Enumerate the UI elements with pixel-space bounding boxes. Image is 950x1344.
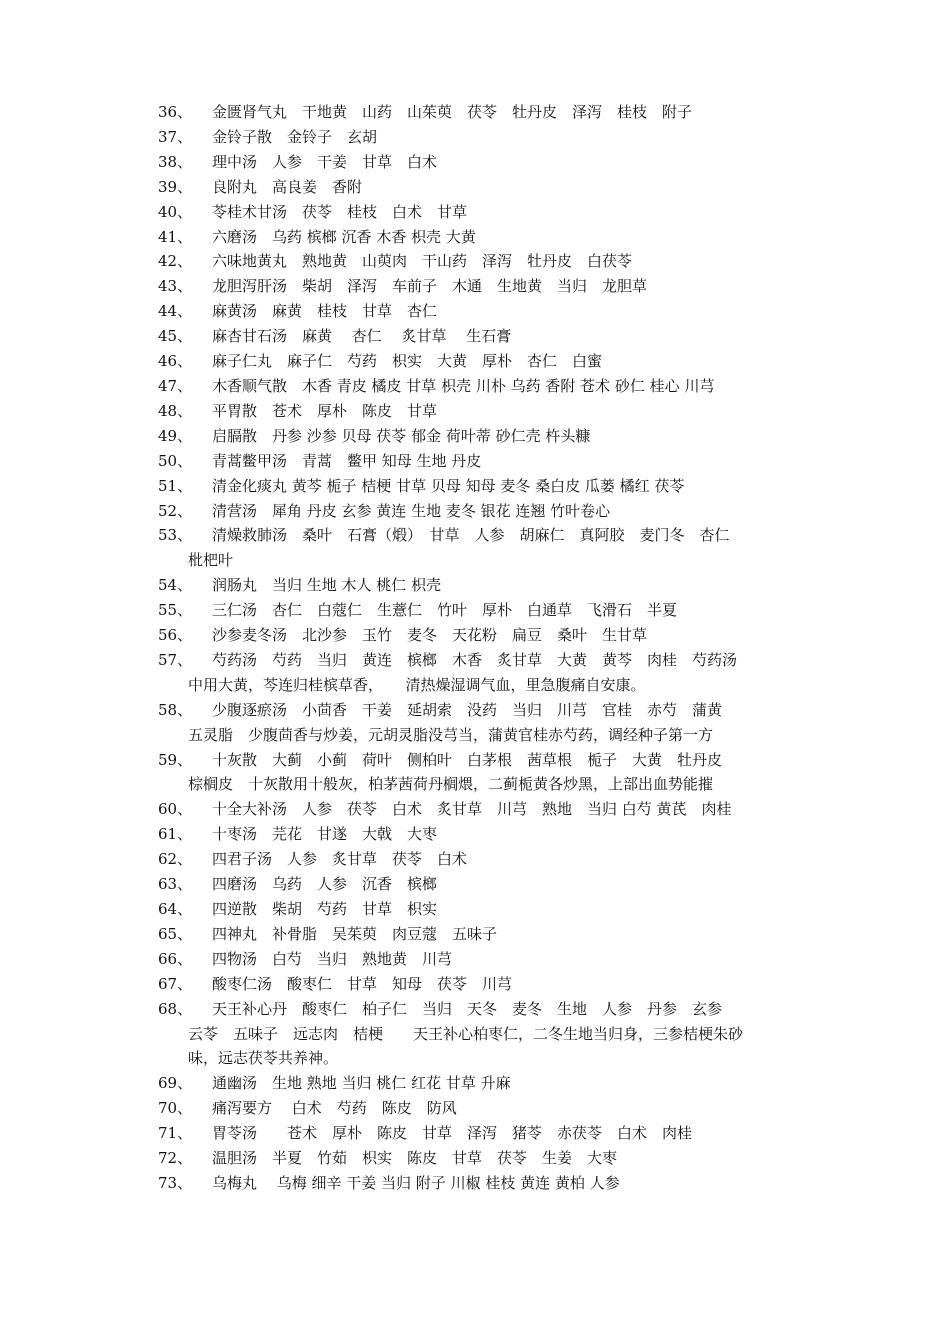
entry-text <box>212 1146 818 1171</box>
entry-number: 45、 <box>158 327 193 346</box>
entry-line: 六味地黄丸 熟地黄 山萸肉 干山药 泽泻 牡丹皮 白茯苓 <box>212 252 633 271</box>
entry-line: 苓桂术甘汤 茯苓 桂枝 白术 甘草 <box>212 202 468 221</box>
entry-text <box>212 822 818 847</box>
entry-text <box>212 922 818 947</box>
formula-entry <box>158 1171 818 1196</box>
formula-entry <box>158 822 818 847</box>
entry-continuation: 云苓 五味子 远志肉 桔梗 天王补心柏枣仁，二冬生地当归身，三参桔梗朱砂 <box>188 1024 744 1043</box>
entry-line: 清营汤 犀角 丹皮 玄参 黄连 生地 麦冬 银花 连翘 竹叶卷心 <box>212 501 611 520</box>
entry-text <box>212 623 818 648</box>
entry-line: 木香顺气散 木香 青皮 橘皮 甘草 枳壳 川朴 乌药 香附 苍术 砂仁 桂心 川芎 <box>212 376 715 395</box>
formula-entry <box>158 374 818 399</box>
formula-entry <box>158 499 818 524</box>
entry-line: 启膈散 丹参 沙参 贝母 茯苓 郁金 荷叶蒂 砂仁壳 杵头糠 <box>212 426 591 445</box>
entry-text <box>212 200 818 225</box>
entry-number: 62、 <box>158 850 193 869</box>
formula-entry <box>158 847 818 872</box>
formula-entry <box>158 274 818 299</box>
entry-number: 61、 <box>158 825 193 844</box>
entry-line: 龙胆泻肝汤 柴胡 泽泻 车前子 木通 生地黄 当归 龙胆草 <box>212 277 648 296</box>
entry-line: 麻黄汤 麻黄 桂枝 甘草 杏仁 <box>212 302 438 321</box>
formula-entry <box>158 523 818 548</box>
entry-number: 38、 <box>158 152 193 171</box>
entry-text <box>212 1121 818 1146</box>
entry-line: 六磨汤 乌药 槟榔 沉香 木香 枳壳 大黄 <box>212 227 476 246</box>
entry-line: 金匮肾气丸 干地黄 山药 山茱萸 茯苓 牡丹皮 泽泻 桂枝 附子 <box>212 103 693 121</box>
entry-line: 四神丸 补骨脂 吴茱萸 肉豆蔻 五味子 <box>212 924 498 943</box>
entry-line: 乌梅丸 乌梅 细辛 干姜 当归 附子 川椒 桂枝 黄连 黄柏 人参 <box>212 1173 620 1192</box>
entry-text <box>212 125 818 150</box>
entry-text <box>212 797 818 822</box>
entry-line: 清金化痰丸 黄芩 栀子 桔梗 甘草 贝母 知母 麦冬 桑白皮 瓜蒌 橘红 茯苓 <box>212 476 685 495</box>
entry-text <box>212 947 818 972</box>
formula-entry <box>158 897 818 922</box>
entry-text <box>212 225 818 250</box>
entry-line: 天王补心丹 酸枣仁 柏子仁 当归 天冬 麦冬 生地 人参 丹参 玄参 <box>212 999 723 1018</box>
entry-number: 60、 <box>158 800 193 819</box>
formula-entry <box>158 872 818 897</box>
formula-entry <box>158 1071 818 1096</box>
entry-line: 胃苓汤 苍术 厚朴 陈皮 甘草 泽泻 猪苓 赤茯苓 白术 肉桂 <box>212 1124 693 1143</box>
formula-entry <box>158 249 818 274</box>
entry-continuation: 枇杷叶 <box>188 551 234 570</box>
entry-number: 66、 <box>158 949 193 968</box>
entry-text <box>212 175 818 200</box>
entry-continuation: 棕榈皮 十灰散用十般灰，柏茅茜荷丹榈煨，二蓟栀黄各炒黑，上部出血势能摧 <box>188 775 714 794</box>
entry-number: 46、 <box>158 352 193 371</box>
entry-text <box>212 399 818 424</box>
entry-line: 少腹逐瘀汤 小茴香 干姜 延胡索 没药 当归 川芎 官桂 赤芍 蒲黄 <box>212 700 723 719</box>
formula-entry <box>158 324 818 349</box>
formula-entry <box>158 972 818 997</box>
entry-line: 理中汤 人参 干姜 甘草 白术 <box>212 152 438 171</box>
entry-text <box>212 573 818 598</box>
entry-number: 55、 <box>158 601 193 620</box>
entry-text <box>212 324 818 349</box>
formula-entry <box>158 424 818 449</box>
formula-entry <box>158 922 818 947</box>
entry-line: 四磨汤 乌药 人参 沉香 槟榔 <box>212 875 438 894</box>
entry-line: 良附丸 高良姜 香附 <box>212 177 363 196</box>
formula-entry <box>158 797 818 822</box>
entry-number: 73、 <box>158 1173 193 1192</box>
entry-number: 70、 <box>158 1099 193 1118</box>
entry-continuation: 五灵脂 少腹茴香与炒姜，元胡灵脂没芎当，蒲黄官桂赤芍药，调经种子第一方 <box>188 725 714 744</box>
entry-number: 65、 <box>158 924 193 943</box>
entry-number: 43、 <box>158 277 193 296</box>
formula-entry <box>158 698 818 723</box>
entry-text <box>212 299 818 324</box>
entry-number: 51、 <box>158 476 193 495</box>
formula-entry <box>158 125 818 150</box>
formula-entry <box>158 1096 818 1121</box>
formula-entry <box>158 100 818 125</box>
entry-number: 49、 <box>158 426 193 445</box>
entry-line: 痛泻要方 白术 芍药 陈皮 防风 <box>212 1099 457 1118</box>
entry-text <box>212 1071 818 1096</box>
entry-number: 39、 <box>158 177 193 196</box>
entry-number: 56、 <box>158 626 193 645</box>
entry-number: 58、 <box>158 700 193 719</box>
formula-entry <box>158 1146 818 1171</box>
formula-entry <box>158 947 818 972</box>
entry-number: 42、 <box>158 252 193 271</box>
entry-number: 40、 <box>158 202 193 221</box>
entry-line: 芍药汤 芍药 当归 黄连 槟榔 木香 炙甘草 大黄 黄芩 肉桂 芍药汤 <box>212 650 738 669</box>
entry-text <box>212 274 818 299</box>
entry-number: 72、 <box>158 1149 193 1168</box>
entry-text <box>212 100 818 125</box>
entry-text <box>212 1171 818 1196</box>
entry-line: 麻杏甘石汤 麻黄 杏仁 炙甘草 生石膏 <box>212 327 512 346</box>
entry-number: 67、 <box>158 974 193 993</box>
entry-number: 63、 <box>158 875 193 894</box>
entry-line: 温胆汤 半夏 竹茹 枳实 陈皮 甘草 茯苓 生姜 大枣 <box>212 1149 618 1168</box>
entry-number: 47、 <box>158 376 193 395</box>
entry-line: 酸枣仁汤 酸枣仁 甘草 知母 茯苓 川芎 <box>212 974 513 993</box>
entry-number: 57、 <box>158 650 193 669</box>
entry-line: 十灰散 大蓟 小蓟 荷叶 侧柏叶 白茅根 茜草根 栀子 大黄 牡丹皮 <box>212 750 723 769</box>
entry-text <box>212 748 818 773</box>
entry-line: 青蒿鳖甲汤 青蒿 鳖甲 知母 生地 丹皮 <box>212 451 482 470</box>
entry-text <box>212 374 818 399</box>
formula-entry <box>158 399 818 424</box>
entry-line: 清燥救肺汤 桑叶 石膏（煅） 甘草 人参 胡麻仁 真阿胶 麦门冬 杏仁 <box>212 526 730 545</box>
entry-line: 十全大补汤 人参 茯苓 白术 炙甘草 川芎 熟地 当归 白芍 黄芪 肉桂 <box>212 800 732 819</box>
entry-line: 通幽汤 生地 熟地 当归 桃仁 红花 甘草 升麻 <box>212 1074 511 1093</box>
formula-entry <box>158 1121 818 1146</box>
entry-text <box>212 997 818 1022</box>
entry-number: 71、 <box>158 1124 193 1143</box>
entry-line: 润肠丸 当归 生地 木人 桃仁 枳壳 <box>212 576 442 595</box>
document-body <box>158 100 818 1196</box>
formula-entry <box>158 349 818 374</box>
formula-entry <box>158 200 818 225</box>
entry-number: 69、 <box>158 1074 193 1093</box>
formula-entry <box>158 150 818 175</box>
entry-text <box>212 523 818 548</box>
entry-text <box>212 424 818 449</box>
entry-number: 41、 <box>158 227 193 246</box>
entry-line: 四君子汤 人参 炙甘草 茯苓 白术 <box>212 850 468 869</box>
entry-number: 64、 <box>158 900 193 918</box>
entry-continuation: 味，远志茯苓共养神。 <box>188 1049 339 1068</box>
entry-number: 53、 <box>158 526 193 545</box>
entry-line: 四逆散 柴胡 芍药 甘草 枳实 <box>212 900 438 918</box>
entry-number: 44、 <box>158 302 193 321</box>
entry-line: 麻子仁丸 麻子仁 芍药 枳实 大黄 厚朴 杏仁 白蜜 <box>212 352 603 371</box>
entry-text <box>212 249 818 274</box>
formula-entry <box>158 648 818 673</box>
entry-number: 54、 <box>158 576 193 595</box>
formula-entry <box>158 175 818 200</box>
entry-line: 三仁汤 杏仁 白蔻仁 生薏仁 竹叶 厚朴 白通草 飞滑石 半夏 <box>212 601 678 620</box>
entry-continuation: 中用大黄，芩连归桂槟草香， 清热燥湿调气血，里急腹痛自安康。 <box>188 675 646 694</box>
formula-entry <box>158 598 818 623</box>
entry-text <box>212 897 818 922</box>
entry-text <box>212 648 818 673</box>
formula-entry <box>158 623 818 648</box>
entry-text <box>212 1096 818 1121</box>
entry-number: 37、 <box>158 127 193 146</box>
formula-entry <box>158 573 818 598</box>
entry-text <box>212 972 818 997</box>
entry-number: 68、 <box>158 999 193 1018</box>
entry-text <box>212 698 818 723</box>
entry-text <box>212 499 818 524</box>
entry-line: 十枣汤 芫花 甘遂 大戟 大枣 <box>212 825 438 844</box>
entry-text <box>212 474 818 499</box>
formula-entry <box>158 748 818 773</box>
entry-text <box>212 449 818 474</box>
formula-entry <box>158 299 818 324</box>
formula-entry <box>158 449 818 474</box>
entry-line: 金铃子散 金铃子 玄胡 <box>212 127 378 146</box>
entry-line: 平胃散 苍术 厚朴 陈皮 甘草 <box>212 401 438 420</box>
formula-entry <box>158 474 818 499</box>
entry-number: 59、 <box>158 750 193 769</box>
entry-line: 四物汤 白芍 当归 熟地黄 川芎 <box>212 949 453 968</box>
entry-text <box>212 598 818 623</box>
formula-entry <box>158 997 818 1022</box>
entry-line: 沙参麦冬汤 北沙参 玉竹 麦冬 天花粉 扁豆 桑叶 生甘草 <box>212 626 648 645</box>
entry-number: 50、 <box>158 451 193 470</box>
entry-number: 48、 <box>158 401 193 420</box>
entry-text <box>212 847 818 872</box>
entry-text <box>212 872 818 897</box>
entry-number: 52、 <box>158 501 193 520</box>
entry-number: 36、 <box>158 103 193 121</box>
formula-entry <box>158 225 818 250</box>
entry-text <box>212 150 818 175</box>
entry-text <box>212 349 818 374</box>
